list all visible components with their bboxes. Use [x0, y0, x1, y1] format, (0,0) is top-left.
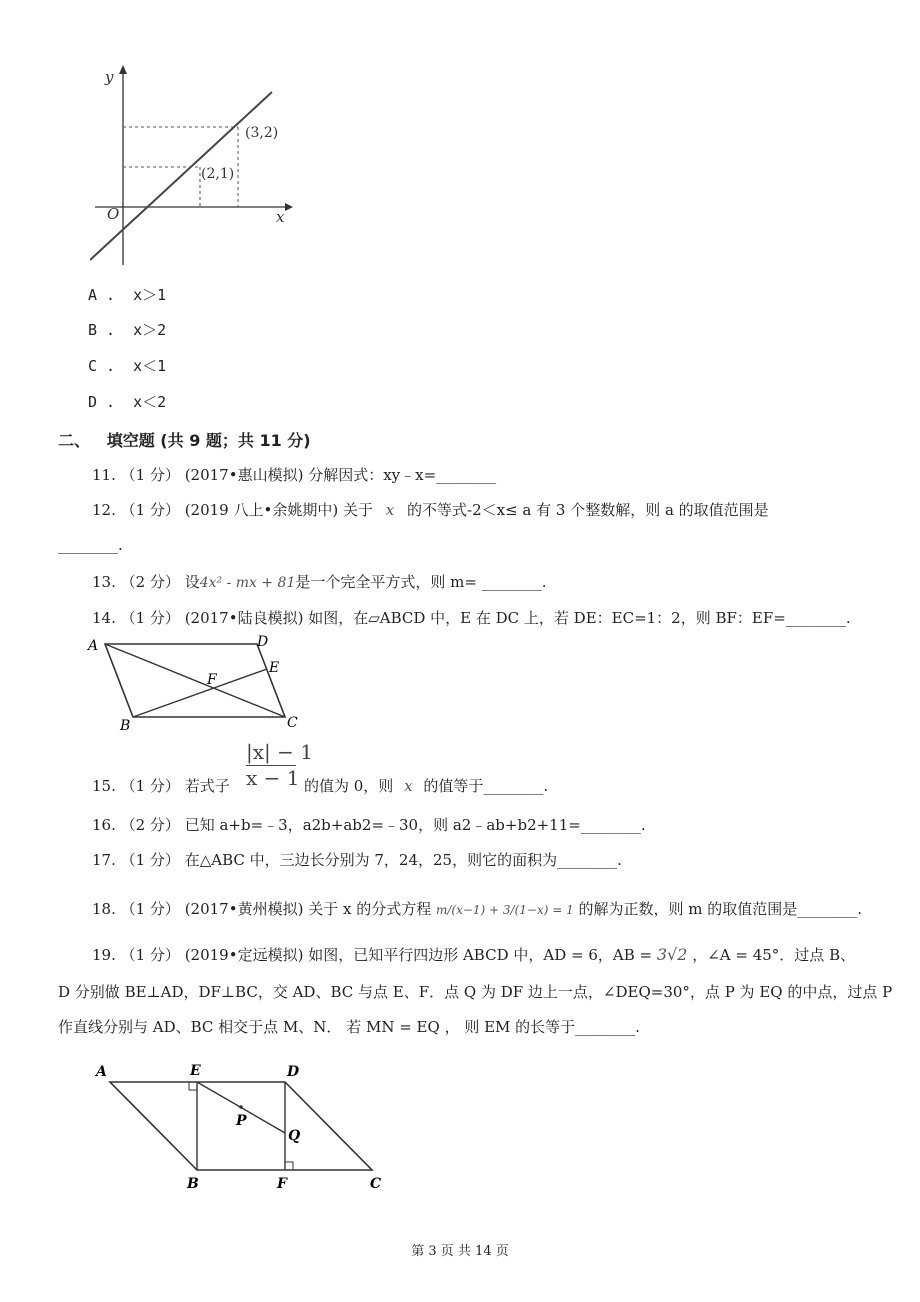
- function-line: [90, 92, 272, 260]
- y-axis-arrow-icon: [119, 65, 127, 74]
- x-axis-arrow-icon: [285, 203, 293, 211]
- question-15-text-b: [304, 775, 548, 796]
- label-p-19: P: [236, 1113, 247, 1129]
- question-13: [92, 571, 546, 592]
- section-number: 二、: [58, 431, 91, 450]
- option-b-letter: B: [88, 321, 98, 339]
- question-15-fraction: [246, 740, 313, 790]
- label-c-19: C: [370, 1176, 382, 1192]
- question-15-text-mid: 的值为 0，则: [304, 777, 394, 795]
- label-e-19: E: [190, 1063, 201, 1079]
- question-19-text-a: 19. （1 分） (2019•定远模拟) 如图，已知平行四边形 ABCD 中，AD = 6，AB =: [92, 946, 653, 964]
- question-18-text-a: 18. （1 分） (2017•黄州模拟) 关于 x 的分式方程: [92, 900, 432, 918]
- question-13-text-b: 是一个完全平方式，则 m= ________.: [295, 573, 547, 591]
- option-c[interactable]: C . x＜1: [88, 357, 167, 375]
- y-axis-label: y: [105, 68, 114, 86]
- figure-14-parallelogram: [85, 632, 310, 737]
- question-13-text-a: 13. （2 分） 设: [92, 573, 200, 591]
- point-label-3-2: (3,2): [245, 125, 279, 141]
- question-15-numerator: |x| − 1: [246, 740, 313, 764]
- label-q-19: Q: [288, 1128, 301, 1144]
- label-b: B: [120, 718, 131, 734]
- label-a: A: [88, 638, 99, 654]
- question-13-expr: 4x² - mx + 81: [199, 575, 296, 591]
- x-axis-label: x: [276, 208, 285, 226]
- label-c: C: [287, 715, 298, 731]
- diagonal-ac: [105, 644, 285, 717]
- question-12-text-a: 12. （1 分） (2019 八上•余姚期中) 关于: [92, 501, 373, 519]
- label-d-19: D: [287, 1064, 300, 1080]
- option-a-text: x＞1: [133, 286, 167, 304]
- question-18-expr: m/(x−1) + 3/(1−x) = 1: [435, 903, 574, 917]
- question-12-var: x: [385, 501, 395, 519]
- question-18-text-b: 的解为正数，则 m 的取值范围是________.: [578, 900, 863, 918]
- section-title: 填空题 (共 9 题；共 11 分): [106, 431, 311, 450]
- question-19-text-b: ，∠A = 45°．过点 B、: [692, 946, 856, 964]
- label-a-19: A: [96, 1064, 107, 1080]
- question-18: [92, 898, 862, 919]
- question-16: 16. （2 分） 已知 a+b=﹣3，a2b+ab2=﹣30，则 a2﹣ab+b2+11=________.: [92, 816, 646, 834]
- origin-label: O: [107, 205, 120, 223]
- question-19-line2: D 分别做 BE⊥AD，DF⊥BC，交 AD、BC 与点 E、F．点 Q 为 DF 边上一点，∠DEQ=30°，点 P 为 EQ 的中点，过点 P: [58, 983, 893, 1001]
- coordinate-graph: [90, 60, 310, 275]
- option-c-text: x＜1: [133, 357, 167, 375]
- label-b-19: B: [187, 1176, 199, 1192]
- question-12-line2: ________.: [58, 536, 123, 554]
- question-12-text-b: 的不等式-2＜x≤ a 有 3 个整数解，则 a 的取值范围是: [407, 501, 769, 519]
- figure-19-parallelogram: [90, 1060, 395, 1195]
- right-angle-mark-e: [189, 1082, 197, 1090]
- label-f-19: F: [277, 1176, 287, 1192]
- option-c-letter: C: [88, 357, 98, 375]
- label-f: F: [207, 672, 217, 688]
- question-19-line3: 作直线分别与 AD、BC 相交于点 M、N． 若 MN = EQ ， 则 EM 的长等于________.: [58, 1018, 640, 1036]
- question-15-var: x: [404, 777, 413, 795]
- label-e: E: [269, 660, 280, 676]
- label-d: D: [257, 634, 269, 650]
- question-11: 11. （1 分） (2017•惠山模拟) 分解因式：xy﹣x=________: [92, 466, 497, 484]
- point-label-2-1: (2,1): [201, 166, 235, 182]
- question-14: 14. （1 分） (2017•陆良模拟) 如图，在▱ABCD 中，E 在 DC 上，若 DE：EC=1：2，则 BF：EF=________.: [92, 609, 851, 627]
- option-d-text: x＜2: [133, 393, 167, 411]
- page-footer: 第 3 页 共 14 页: [411, 1244, 509, 1259]
- option-d-letter: D: [88, 393, 98, 411]
- option-a-letter: A: [88, 286, 98, 304]
- option-b-text: x＞2: [133, 321, 167, 339]
- option-d[interactable]: D . x＜2: [88, 393, 167, 411]
- segment-be: [133, 669, 267, 717]
- question-15-text-end: 的值等于________.: [423, 777, 549, 795]
- question-19-line1: [92, 944, 855, 965]
- option-b[interactable]: B . x＞2: [88, 321, 167, 339]
- right-angle-mark-f: [285, 1162, 293, 1170]
- question-12: [92, 499, 769, 520]
- question-17: 17. （1 分） 在△ABC 中，三边长分别为 7，24，25，则它的面积为________.: [92, 851, 622, 869]
- question-15-text-a: 15. （1 分） 若式子: [92, 777, 230, 795]
- point-p-dot: [239, 1105, 243, 1109]
- section-heading: [58, 428, 311, 451]
- option-a[interactable]: A . x＞1: [88, 286, 167, 304]
- question-15-denominator: x − 1: [246, 766, 300, 790]
- question-19-root: 3√2: [656, 945, 688, 964]
